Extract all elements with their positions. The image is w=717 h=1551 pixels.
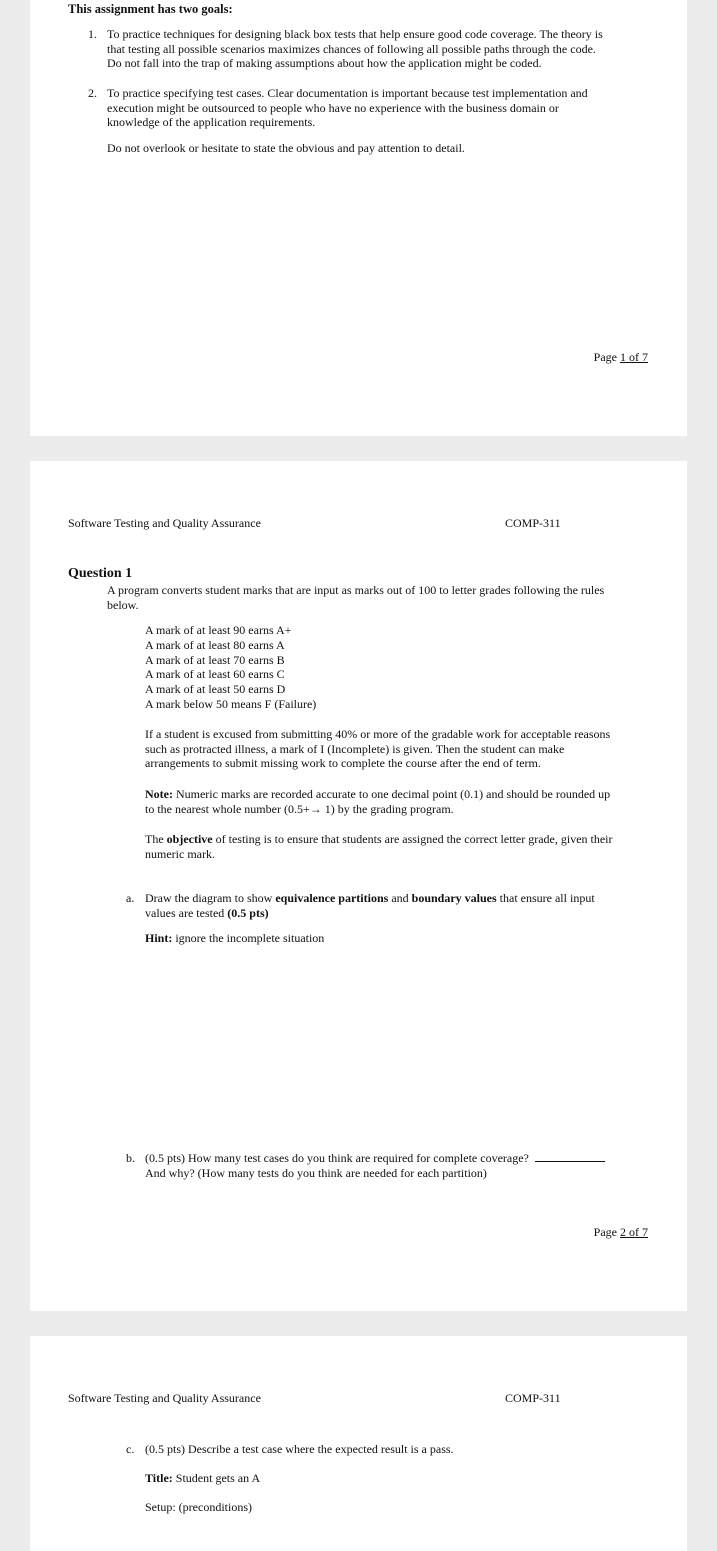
page-1 (30, 0, 687, 436)
hint-label: Hint: (145, 931, 173, 945)
rule-item: A mark of at least 70 earns B (145, 652, 285, 667)
test-case-title (145, 1471, 260, 1486)
page-label: Page (593, 1225, 617, 1239)
page-number (594, 1225, 648, 1240)
advice-text: Do not overlook or hesitate to state the obvious and pay attention to detail. (107, 141, 465, 155)
goal-1-text (107, 27, 603, 71)
note-paragraph (145, 787, 610, 816)
goal-1-line: Do not fall into the trap of making assumptions about how the application might be coded. (107, 56, 542, 70)
note-label: Note: (145, 787, 173, 801)
incomplete-line: such as protracted illness, a mark of I (Incomplete) is given. Then the student can make (145, 741, 565, 756)
assignment-heading: This assignment has two goals: (68, 2, 233, 16)
note-text: to the nearest whole number (0.5+ (145, 801, 310, 816)
objective-text: of testing is to ensure that students are assigned the correct letter grade, given their (212, 832, 613, 846)
title-value: Student gets an A (172, 1471, 261, 1485)
question-title: Question 1 (68, 566, 133, 581)
rule-item: A mark of at least 80 earns A (145, 637, 285, 652)
rule-item: A mark of at least 90 earns A+ (145, 623, 292, 637)
page-number-link[interactable]: 2 of 7 (620, 1225, 648, 1239)
incomplete-line: arrangements to submit missing work to complete the course after the end of term. (145, 756, 541, 770)
objective-text: The (145, 832, 167, 846)
part-a-line: that ensure all input (496, 891, 595, 905)
page-number-link[interactable]: 1 of 7 (620, 350, 648, 364)
note-text: 1) by the grading program. (321, 801, 454, 816)
boundary-values-term: boundary values (411, 891, 497, 905)
title-label: Title: (145, 1471, 173, 1485)
part-b-text (145, 1151, 605, 1180)
equivalence-partitions-term: equivalence partitions (275, 891, 389, 905)
part-b-letter: b. (126, 1151, 135, 1165)
goal-2-line: To practice specifying test cases. Clear documentation is important because test implementation and (107, 86, 588, 100)
answer-blank[interactable] (535, 1151, 605, 1162)
goal-2-line: execution might be outsourced to people who have no experience with the business domain or (107, 100, 559, 115)
part-a-line: and (388, 891, 412, 905)
course-code: COMP-311 (505, 516, 561, 530)
objective-bold: objective (166, 832, 213, 846)
goal-1-line: To practice techniques for designing black box tests that help ensure good code coverage. The theory is (107, 27, 603, 41)
grading-rules (145, 623, 316, 712)
course-code: COMP-311 (505, 1391, 561, 1405)
goal-1-number: 1. (88, 27, 97, 41)
setup-label: Setup: (preconditions) (145, 1500, 252, 1514)
goal-2-number: 2. (88, 86, 97, 100)
part-a-points: (0.5 pts) (227, 905, 269, 920)
part-a-line: Draw the diagram to show (145, 891, 276, 905)
goal-2-line: knowledge of the application requirements. (107, 115, 316, 129)
part-b-line: And why? (How many tests do you think are needed for each partition) (145, 1165, 487, 1180)
note-text: Numeric marks are recorded accurate to one decimal point (0.1) and should be rounded up (172, 787, 611, 801)
objective-text: numeric mark. (145, 846, 215, 861)
part-a-letter: a. (126, 891, 135, 905)
course-title: Software Testing and Quality Assurance (68, 516, 261, 530)
part-a-text (145, 891, 595, 920)
page-2 (30, 461, 687, 1311)
part-c-letter: c. (126, 1442, 135, 1456)
arrow-icon: → (309, 801, 322, 816)
part-a-line: values are tested (145, 905, 228, 920)
page-3 (30, 1336, 687, 1551)
rule-item: A mark of at least 60 earns C (145, 667, 285, 682)
hint-text (145, 931, 324, 946)
part-b-line: (0.5 pts) How many test cases do you think are required for complete coverage? (145, 1151, 529, 1165)
course-title: Software Testing and Quality Assurance (68, 1391, 261, 1405)
incomplete-line: If a student is excused from submitting 40% or more of the gradable work for acceptable reasons (145, 727, 611, 741)
goal-2-text (107, 86, 588, 130)
rule-item: A mark of at least 50 earns D (145, 682, 286, 697)
objective-paragraph (145, 832, 613, 861)
page-number (594, 350, 648, 365)
hint-body: ignore the incomplete situation (172, 931, 325, 945)
page-label: Page (593, 350, 617, 364)
rule-item: A mark below 50 means F (Failure) (145, 696, 317, 711)
part-c-text: (0.5 pts) Describe a test case where the expected result is a pass. (145, 1442, 454, 1456)
intro-line: A program converts student marks that are input as marks out of 100 to letter grades following the rules (107, 583, 605, 597)
goal-1-line: that testing all possible scenarios maximizes chances of following all possible paths through the code. (107, 41, 596, 56)
question-intro (107, 583, 604, 612)
incomplete-paragraph (145, 727, 610, 771)
intro-line: below. (107, 597, 139, 612)
